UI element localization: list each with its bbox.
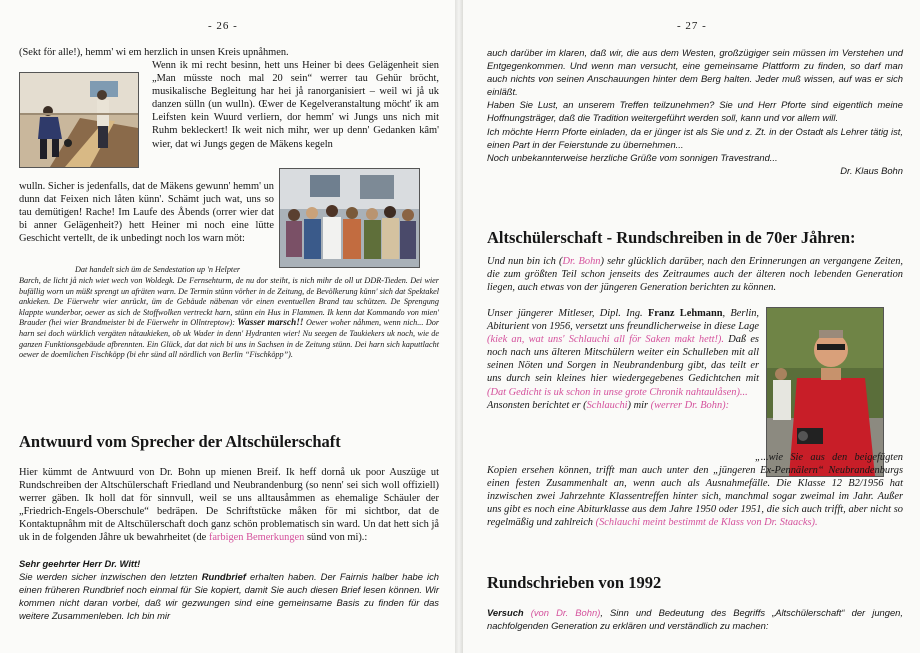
letter-p2: auch darüber im klaren, daß wir, die aus dem Westen, großzügiger sein müssen im Verstehen und Entgegenkommen. Und wenn man versucht, eine gemeinsame Plattform zu finden, so darf man auch nichts von seinen Anschauungen hinter dem Berg halten. Jeder muß wissen, auf was er sich einläßt.: [487, 47, 903, 98]
wasser-marsch: Wasser marsch!!: [237, 318, 304, 329]
s1-d: Ansonsten berichtet er (: [487, 399, 587, 411]
pink-note-4: (werrer Dr. Bohn):: [650, 399, 730, 411]
letter-p4: Ich möchte Herrn Pforte einladen, da er jünger ist als Sie und z. Zt. in der Ostadt als Lehrer tätig ist, einen Part in der Feierstunde zu übernehmen...: [487, 125, 903, 150]
letter-bold-rundbrief: Rundbrief: [201, 571, 246, 583]
group-photo: [279, 168, 420, 268]
letter-start: [19, 557, 439, 622]
s1-e: ) mir: [627, 399, 649, 411]
pink-note-1: (kiek an, wat uns' Schlauchi all för Saken makt hett!).: [487, 334, 724, 346]
antwuurd-text: Hier kümmt de Antwuurd von Dr. Bohn up mienen Breif. Ik heff dornå uk poor Auszüge ut Rundschreiben der Altschülerschaft Friedland und Neubrandenburg (so nenn' sei sich woll offiziell) werrer gäben. Ik holl dat för sinnvull, weil se uns alltausåmmen as ehemalige Schäuler der „Friedrich-Engels-Oberschule“ bedräpen. De Schriftstücke måken för mi sichtbor, dat de Kontaktupnåhm mit de Altschülerschaft doch ganz schön problematisch sin ward. Un dat hett sich jå uk in de folgenden Jåhre uk bewahrheitet (de: [19, 467, 439, 544]
s1-c: Daß es noch nach uns älteren Mitschülern weiter ein Schulleben mit all seinen Nöten und Sorgen in Neubrandenburg gibt, das teilt er uns durch sein kleines hier wiedergegebenes Gedichtchen mit: [487, 334, 759, 385]
pink-note-6: (von Dr. Bohn): [530, 607, 601, 618]
s1-intro-a: Und nun bin ich (: [487, 256, 563, 267]
section-heading-antwuurd: Antwuurd vom Sprecher der Altschülerschaft: [19, 432, 341, 451]
paragraph-heiner: Wenn ik mi recht besinn, hett uns Heiner bi dees Gelägenheit sien „Man müsste noch mal 20 sein“ werrer tau Gehür bröcht, musikalische Begleitung har hei jå ranorganisiert – weil wi jå uk danzen sülln (un wulln). Œwer de Kegelveranstaltung möcht' ik am Leifsten kein Wuurd verliern, dor hemm' wi Jungs uns nich mit Ruhm bekleckert! Ik weit nich mihr, wer up denn' Gedanken kâm' wier, dat wi Jungs gegen de Mäkens kegeln: [152, 60, 439, 150]
pink-note-5: (Schlauchi meint bestimmt de Klass von Dr. Staacks).: [595, 517, 818, 529]
right-page: [463, 0, 920, 653]
story-text-2: Oewer woher nåhmen, wenn nich... Dor harn sei doch würklich vergäten nåtaukieken, ob uk Wader in denn' Hydranten wier! Nu seegen de Taukiekers uk noch, wie de ganzen Funktionsgebäude afbrennten. Ein Glück, dat dat nich bi uns in Sachsen in de Zeitung stünn. Dei harn sich kaputtlacht oewer de doemlichen Fischköpp (bi ehr sünd all nördlich von Berlin “Fischköpp”).: [19, 318, 440, 360]
s1-intro-b: ) sehr glücklich darüber, nach den Erinnerungen an vergangene Zeiten, die zum größten Teil schon jenseits des Zeitraumes auch der älteren noch lebenden Generation liegen, auch etwas von der jüngeren Generation berichten zu können.: [487, 256, 903, 294]
letter-text-a: Sie werden sicher inzwischen den letzten: [19, 571, 198, 583]
letter-text-b: erhalten haben. Der Fairnis halber habe ich einen früheren Rundbrief noch einmal für Sie kopiert, damit Sie auch diesen Brief lesen können. Wir kommen nicht daran vorbei, daß wir gezwungen sind eine gemeinsame Basis zu finden für das weitere Zusammenleben. Ich bin mir: [19, 571, 439, 622]
pink-note-3: Schlauchi: [586, 399, 628, 411]
pink-note-2: (Dat Gedicht is uk schon in unse grote Chronik nahtaulåsen)...: [487, 386, 748, 398]
s2-text: , Sinn und Bedeutung des Begriffs „Altschülerschaft“ der jungen, nachfolgenden Generation zu erklären und verständlich zu machen:: [487, 607, 903, 632]
letter-p5: Noch unbekannterweise herzliche Grüße vom sonnigen Travestrand...: [487, 151, 778, 163]
book-gutter: [455, 0, 463, 653]
page-number-right: - 27 -: [677, 20, 707, 32]
paragraph-antwuurd: [19, 466, 439, 545]
section-heading-1992: Rundschrieben von 1992: [487, 573, 662, 592]
section-heading-70er: Altschülerschaft - Rundschreiben in de 70er Jåhren:: [487, 228, 856, 247]
paragraph-70er-intro: [487, 255, 903, 294]
paragraph-klassentreffen: [487, 451, 903, 530]
bowling-photo: [19, 72, 139, 168]
letter-signature: Dr. Klaus Bohn: [840, 164, 903, 176]
antwuurd-end: sünd von mi).:: [306, 532, 368, 544]
story-paragraph: [19, 276, 439, 361]
paragraph-kegeln: wulln. Sicher is jedenfalls, dat de Mäkens gewunn' hemm' un dunn dat Feixen nich låten künn'. Schämt juch wat, uns so tau demütigen! Rache! Im Laufe des Åbends (orrer wier dat bi anner Gelägenheit?) hett Heiner mi noch eine lütte Geschicht vertellt, de ik unbedingt noch los warn möt:: [19, 181, 274, 245]
s1-b: , Berlin, Abiturient von 1956, versetzt uns freundlicherweise in diese Lage: [487, 308, 760, 333]
paragraph-lehmann: [487, 307, 759, 412]
paragraph-1992: [487, 606, 903, 632]
story-start: Dat handelt sich üm de Sendestation up 'n Helpter: [75, 265, 241, 274]
s1-intro-pink: Dr. Bohn: [562, 256, 601, 267]
left-page: [0, 0, 455, 653]
s1-a: Unser jüngerer Mitleser, Dipl. Ing.: [487, 308, 643, 319]
name-franz-lehmann: Franz Lehmann: [647, 308, 723, 319]
page-number-left: - 26 -: [208, 20, 238, 32]
pink-remark: farbigen Bemerkungen: [208, 532, 305, 544]
letter-continued: [487, 46, 903, 177]
letter-greeting: Sehr geehrter Herr Dr. Witt!: [19, 558, 141, 569]
letter-p3: Haben Sie Lust, an unserem Treffen teilzunehmen? Sie und Herr Pforte sind eigentlich meine Hoffnungsträger, daß die Tradition weitergeführt werden soll, kann und vor allem will.: [487, 99, 903, 124]
versuch-bold: Versuch: [487, 607, 524, 618]
s1-f: „...wie Sie aus den beigefügten Kopien ersehen können, trifft man auch unter den „jüngeren Ex-Pennälern“ Neubrandenburgs einen festen Zusammenhalt an, wenn auch als Ausnahmefälle. Die Klasse 12 B2/1956 hat inzwischen zwei Jahrzehnte Klassentreffen hinter sich, manchmal sogar zweimal im Jahr. Außer uns gibt es noch eine Abiturklasse aus dem Jahre 1950 oder 1951, die sich auch trifft, aber nicht so regelmäßig und zahlreich: [487, 452, 903, 529]
story-text: Barch, de licht jå nich wiet wech von Woldegk. De Fernsehturm, de nu dor steiht, is nich mihr de oll ut DDR-Tieden. Dei wier bufällig worn un müßt sprengt un afräten warn. De Termin stünn vörher in de Zeitung, de Bevölkerung künn' sich dat Spektakel ankieken. De Füerwehr wier anrückt, üm de Gebäude näbenan vör einen eventuellen Brand tau schützen. De Sprengung klappte wunderbor, oewer as sich de Stoffwolken vertreckt harn, stünn ein Hus in Flammen. Ik kenn dat Kommando von mien' Brauder (hei wier Brandmeister bi de Füerwehr in Ollntreptow):: [19, 276, 439, 328]
intro-line: (Sekt för alle!), hemm' wi em herzlich in unsen Kreis upnåhmen.: [19, 47, 289, 58]
